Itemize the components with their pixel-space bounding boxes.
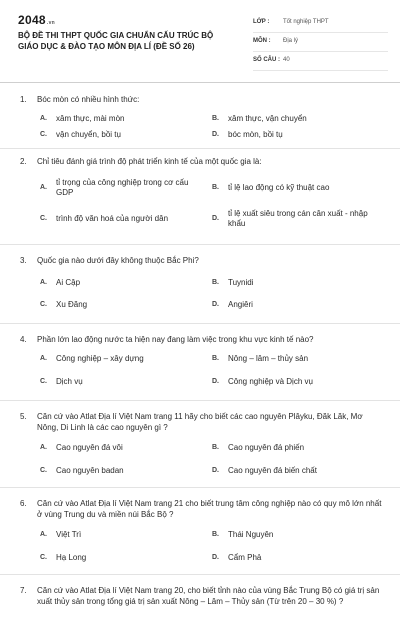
option-letter: B. [212, 279, 219, 286]
option-text: Cao nguyên đá vôi [56, 443, 123, 452]
question-text: Phần lớn lao động nước ta hiện nay đang làm việc trong khu vực kinh tế nào? [37, 335, 314, 344]
option-letter: A. [40, 444, 47, 451]
option-letter: A. [40, 279, 47, 286]
question-number: 4. [20, 335, 27, 344]
option-letter: B. [212, 115, 219, 122]
meta-row-class [253, 14, 388, 33]
option-letter: B. [212, 444, 219, 451]
option-text: Nông – lâm – thủy sản [228, 354, 309, 363]
option-text: trình độ văn hoá của người dân [56, 214, 169, 223]
option-letter: A. [40, 531, 47, 538]
question-number: 6. [20, 499, 27, 508]
option-letter: B. [212, 184, 219, 191]
option-letter: C. [40, 301, 47, 308]
meta-label: MÔN : [253, 38, 271, 44]
logo-suffix: .vn [46, 20, 56, 26]
question-text: Căn cứ vào Atlat Địa lí Việt Nam trang 20, cho biết tỉnh nào của vùng Bắc Trung Bộ có giá trị sản xuất thủy sản trong tổng giá trị sản xuất Nông – Lâm – Thủy sản (Từ trên 20 – 30 %) ? [37, 586, 380, 606]
question-number: 1. [20, 95, 27, 104]
question-3 [0, 255, 400, 324]
option-letter: D. [212, 467, 219, 474]
meta-row-count [253, 52, 388, 71]
option-letter: C. [40, 131, 47, 138]
meta-label: LỚP : [253, 19, 270, 25]
question-list [0, 94, 400, 625]
option-text: xâm thực, mài mòn [56, 114, 125, 123]
option-letter: C. [40, 215, 47, 222]
question-text: Bóc mòn có nhiều hình thức: [37, 95, 140, 104]
option-text: xâm thực, vận chuyển [228, 114, 307, 123]
option-text: Tuynidi [228, 278, 254, 287]
option-letter: D. [212, 131, 219, 138]
question-6 [0, 498, 400, 575]
option-text: Công nghiệp – xây dựng [56, 354, 144, 363]
exam-header [0, 0, 400, 78]
option-letter: B. [212, 355, 219, 362]
question-number: 5. [20, 412, 27, 421]
question-number: 2. [20, 157, 27, 166]
exam-meta-table [253, 14, 388, 71]
question-text: Quốc gia nào dưới đây không thuộc Bắc Phi? [37, 256, 199, 265]
option-letter: C. [40, 554, 47, 561]
option-letter: D. [212, 554, 219, 561]
option-text: Việt Trì [56, 530, 82, 539]
option-text: bóc mòn, bồi tụ [228, 130, 283, 139]
option-text: Angiêri [228, 300, 253, 309]
meta-row-subject [253, 33, 388, 52]
question-number: 3. [20, 256, 27, 265]
option-text: Cao nguyên đá phiến [228, 443, 305, 452]
option-text: Cao nguyên đá biến chất [228, 466, 317, 475]
option-text: vận chuyển, bồi tụ [56, 130, 121, 139]
option-text: tỉ lệ lao động có kỹ thuật cao [228, 183, 330, 192]
option-text: Cẩm Phả [228, 553, 262, 562]
question-text: Chỉ tiêu đánh giá trình độ phát triển kinh tế của một quốc gia là: [37, 157, 262, 166]
meta-value: Địa lý [283, 38, 299, 44]
header-divider [0, 82, 400, 83]
site-logo[interactable] [18, 13, 55, 27]
option-letter: A. [40, 115, 47, 122]
question-2 [0, 156, 400, 245]
question-1 [0, 94, 400, 149]
question-number: 7. [20, 586, 27, 595]
exam-title: BỘ ĐỀ THI THPT QUỐC GIA CHUẨN CẤU TRÚC BỘ GIÁO DỤC & ĐÀO TẠO MÔN ĐỊA LÍ (ĐỀ SỐ 26) [18, 31, 214, 51]
option-letter: A. [40, 184, 47, 191]
option-letter: D. [212, 301, 219, 308]
option-letter: C. [40, 467, 47, 474]
option-letter: A. [40, 355, 47, 362]
meta-value: Tốt nghiệp THPT [283, 19, 329, 25]
option-letter: D. [212, 378, 219, 385]
question-7 [0, 585, 400, 625]
option-text: Thái Nguyên [228, 530, 274, 539]
option-text: tỉ trọng của công nghiệp trong cơ cấu GDP [56, 178, 189, 197]
option-text: Ai Cập [56, 278, 81, 287]
question-5 [0, 411, 400, 488]
option-text: tỉ lệ xuất siêu trong cán cân xuất - nhập khẩu [228, 209, 368, 228]
logo-text: 2048 [18, 13, 46, 27]
option-text: Công nghiệp và Dịch vụ [228, 377, 313, 386]
option-letter: C. [40, 378, 47, 385]
question-4 [0, 334, 400, 401]
option-letter: D. [212, 215, 219, 222]
meta-value: 40 [283, 57, 290, 63]
option-text: Xu Đăng [56, 300, 88, 309]
option-text: Cao nguyên badan [56, 466, 124, 475]
question-text: Căn cứ vào Atlat Địa lí Việt Nam trang 11 hãy cho biết các cao nguyên Plâyku, Đăk Lăk, Mơ Nông, Di Linh là các cao nguyên gì ? [37, 412, 363, 432]
option-text: Hạ Long [56, 553, 87, 562]
option-text: Dịch vụ [56, 377, 83, 386]
option-letter: B. [212, 531, 219, 538]
meta-label: SỐ CÂU : [253, 57, 280, 63]
question-text: Căn cứ vào Atlat Địa lí Việt Nam trang 21 cho biết trung tâm công nghiệp nào có quy mô lớn nhất ở vùng Trung du và miền núi Bắc Bộ ? [37, 499, 382, 519]
